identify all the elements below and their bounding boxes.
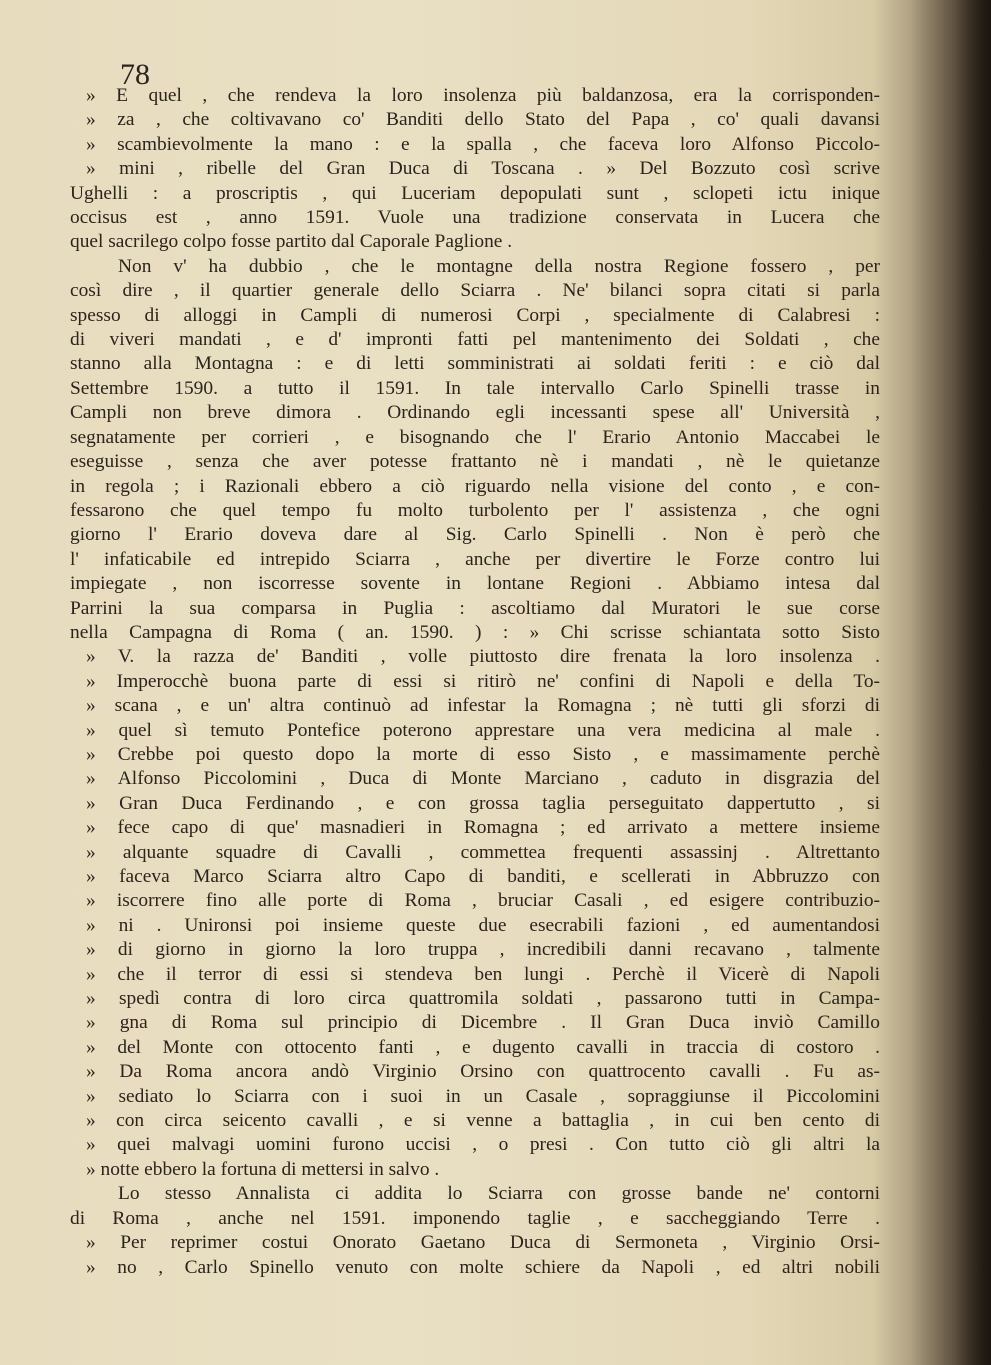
text-line: così dire , il quartier generale dello Sciarra . Ne' bilanci sopra citati si parla <box>70 280 880 302</box>
text-line: » alquante squadre di Cavalli , commettea frequenti assassinj . Altrettanto <box>86 841 880 863</box>
text-line: » quel sì temuto Pontefice poterono apprestare una vera medicina al male . <box>86 719 880 741</box>
gutter-shadow <box>911 0 991 1365</box>
text-line: » quei malvagi uomini furono uccisi , o presi . Con tutto ciò gli altri la <box>86 1134 880 1156</box>
text-line: in regola ; i Razionali ebbero a ciò riguardo nella visione del conto , e con- <box>70 475 880 497</box>
text-line: spesso di alloggi in Campli di numerosi Corpi , specialmente di Calabresi : <box>70 304 880 326</box>
text-line: » di giorno in giorno la loro truppa , incredibili danni recavano , talmente <box>86 939 880 961</box>
text-line: » Crebbe poi questo dopo la morte di esso Sisto , e massimamente perchè <box>86 743 880 765</box>
text-line: » no , Carlo Spinello venuto con molte schiere da Napoli , ed altri nobili <box>86 1256 880 1278</box>
text-line: » che il terror di essi si stendeva ben lungi . Perchè il Vicerè di Napoli <box>86 963 880 985</box>
body-text <box>70 84 880 1280</box>
text-line: » Per reprimer costui Onorato Gaetano Duca di Sermoneta , Virginio Orsi- <box>86 1232 880 1254</box>
text-line: » gna di Roma sul principio di Dicembre . Il Gran Duca inviò Camillo <box>86 1012 880 1034</box>
text-line: » iscorrere fino alle porte di Roma , bruciar Casali , ed esigere contribuzio- <box>86 890 880 912</box>
text-line: » fece capo di que' masnadieri in Romagna ; ed arrivato a mettere insieme <box>86 817 880 839</box>
text-line: » scana , e un' altra continuò ad infestar la Romagna ; nè tutti gli sforzi di <box>86 695 880 717</box>
text-line: Lo stesso Annalista ci addita lo Sciarra con grosse bande ne' contorni <box>118 1183 880 1205</box>
text-line: Campli non breve dimora . Ordinando egli incessanti spese all' Università , <box>70 402 880 424</box>
text-line: l' infaticabile ed intrepido Sciarra , anche per divertire le Forze contro lui <box>70 548 880 570</box>
text-line: » spedì contra di loro circa quattromila soldati , passarono tutti in Campa- <box>86 988 880 1010</box>
text-line: » notte ebbero la fortuna di mettersi in salvo . <box>86 1158 440 1180</box>
text-line: fessarono che quel tempo fu molto turbolento per l' assistenza , che ogni <box>70 499 880 521</box>
text-line: giorno l' Erario doveva dare al Sig. Carlo Spinelli . Non è però che <box>70 524 880 546</box>
text-line: » ni . Unironsi poi insieme queste due esecrabili fazioni , ed aumentandosi <box>86 914 880 936</box>
text-line: nella Campagna di Roma ( an. 1590. ) : » Chi scrisse schiantata sotto Sisto <box>70 621 880 643</box>
text-line: occisus est , anno 1591. Vuole una tradizione conservata in Lucera che <box>70 207 880 229</box>
text-line: » E quel , che rendeva la loro insolenza più baldanzosa, era la corrisponden- <box>86 85 880 106</box>
text-line: » V. la razza de' Banditi , volle piuttosto dire frenata la loro insolenza . <box>86 646 880 668</box>
text-line: » scambievolmente la mano : e la spalla , che faceva loro Alfonso Piccolo- <box>86 133 880 155</box>
text-line: » faceva Marco Sciarra altro Capo di banditi, e scellerati in Abbruzzo con <box>86 866 880 887</box>
page-number: 78 <box>120 58 150 91</box>
text-line: di viveri mandati , e d' impronti fatti pel mantenimento dei Soldati , che <box>70 329 880 351</box>
text-line: stanno alla Montagna : e di letti somministrati ai soldati feriti : e ciò dal <box>70 353 880 375</box>
text-line: » del Monte con ottocento fanti , e dugento cavalli in traccia di costoro . <box>86 1036 880 1058</box>
text-line: » sediato lo Sciarra con i suoi in un Casale , sopraggiunse il Piccolomini <box>86 1085 880 1107</box>
text-line: » con circa seicento cavalli , e si venne a battaglia , in cui ben cento di <box>86 1110 880 1132</box>
text-line: » mini , ribelle del Gran Duca di Toscana . » Del Bozzuto così scrive <box>86 158 880 180</box>
text-line: quel sacrilego colpo fosse partito dal Caporale Paglione . <box>70 231 513 253</box>
text-line: » za , che coltivavano co' Banditi dello Stato del Papa , co' quali davansi <box>86 109 880 131</box>
text-line: Non v' ha dubbio , che le montagne della nostra Regione fossero , per <box>118 255 880 277</box>
text-line: Settembre 1590. a tutto il 1591. In tale intervallo Carlo Spinelli trasse in <box>70 377 880 399</box>
text-line: Ughelli : a proscriptis , qui Luceriam depopulati sunt , sclopeti ictu inique <box>70 182 880 204</box>
text-line: eseguisse , senza che aver potesse frattanto nè i mandati , nè le quietanze <box>70 451 880 473</box>
text-line: » Imperocchè buona parte di essi si ritirò ne' confini di Napoli e della To- <box>86 670 880 692</box>
text-line: di Roma , anche nel 1591. imponendo taglie , e saccheggiando Terre . <box>70 1207 880 1229</box>
text-line: Parrini la sua comparsa in Puglia : ascoltiamo dal Muratori le sue corse <box>70 597 880 619</box>
text-line: segnatamente per corrieri , e bisognando che l' Erario Antonio Maccabei le <box>70 426 880 448</box>
text-line: » Gran Duca Ferdinando , e con grossa taglia perseguitato dappertutto , si <box>86 792 880 814</box>
text-line: » Alfonso Piccolomini , Duca di Monte Marciano , caduto in disgrazia del <box>86 768 880 790</box>
text-line: » Da Roma ancora andò Virginio Orsino con quattrocento cavalli . Fu as- <box>86 1061 880 1083</box>
text-line: impiegate , non iscorresse sovente in lontane Regioni . Abbiamo intesa dal <box>70 573 880 595</box>
